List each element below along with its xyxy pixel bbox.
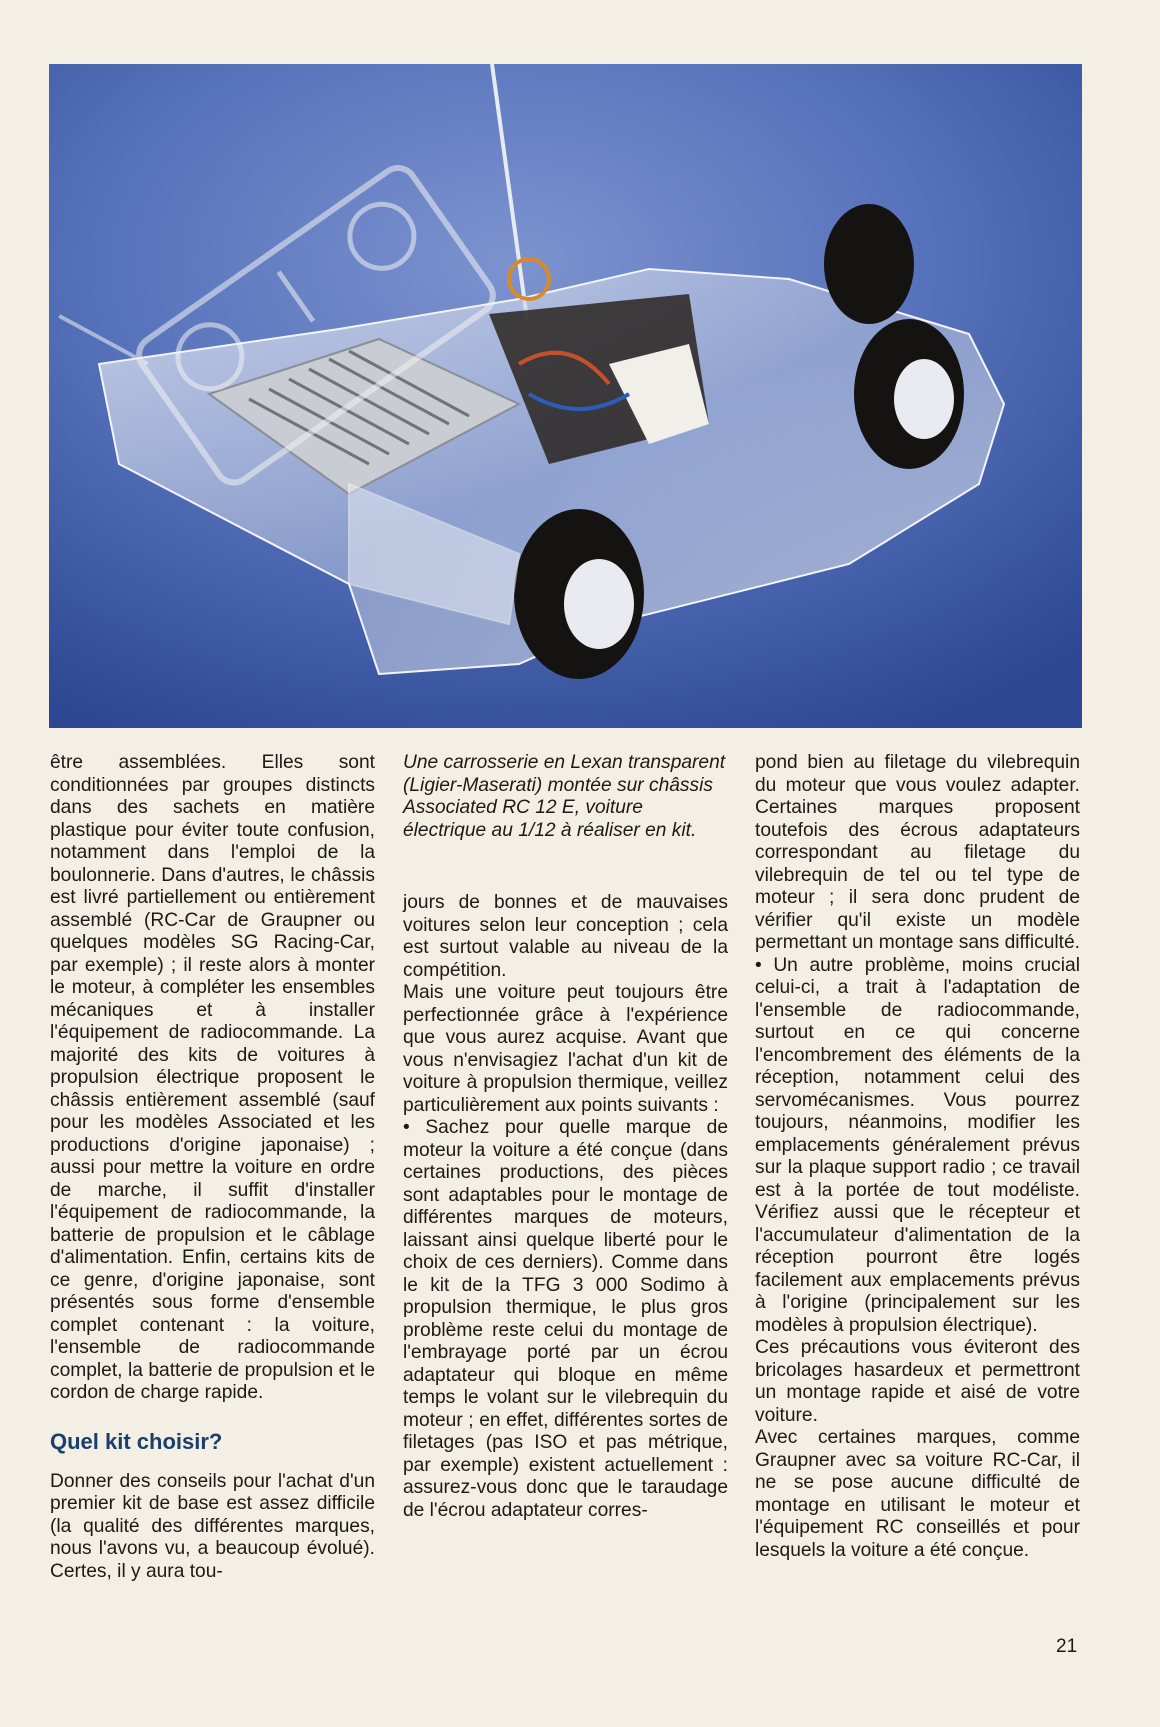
car-photo-illustration	[49, 64, 1082, 728]
col1-paragraph-1: être assemblées. Elles sont conditionnées par groupes distincts dans des sachets en matière plastique pour éviter toute confusion, notamment dans l'emploi de la boulonnerie. Dans d'autres, le châssis est livré partiellement ou entièrement assemblé (RC-Car de Graupner ou quelques modèles SG Racing-Car, par exemple) ; il reste alors à monter le moteur, à compléter les ensembles mécaniques et à installer l'équipement de radiocommande. La majorité des kits de voitures à propulsion électrique proposent le châssis entièrement assemblé (sauf pour les modèles Associated et les productions d'origine japonaise) ; aussi pour mettre la voiture en ordre de marche, il suffit d'installer l'équipement de radiocommande, la batterie de propulsion et le câblage d'alimentation. Enfin, certains kits de ce genre, d'origine japonaise, sont présentés sous forme d'ensemble complet contenant : la voiture, l'ensemble de radiocommande complet, la batterie de propulsion et le cordon de charge rapide.	[50, 752, 375, 1403]
col3-paragraph-1: pond bien au filetage du vilebrequin du moteur que vous voulez adapter. Certaines marques proposent toutefois des écrous adaptateurs correspondant au filetage du vilebrequin de tel ou tel type de moteur ; il sera donc prudent de vérifier qu'il existe un modèle permettant un montage sans difficulté.	[755, 752, 1080, 953]
col2-bullet-1: • Sachez pour quelle marque de moteur la voiture a été conçue (dans certaines productions, des pièces sont adaptables pour le montage de différentes marques de moteurs, laissant ainsi quelque liberté pour le choix de ces derniers). Comme dans le kit de la TFG 3 000 Sodimo à propulsion thermique, le plus gros problème reste celui du montage de l'embrayage porté par un écrou adaptateur qui bloque en même temps le volant sur le vilebrequin du moteur ; en effet, différentes sortes de filetages (pas ISO et pas métrique, par exemple) existent actuellement : assurez-vous donc que le taraudage de l'écrou adaptateur corres-	[403, 1117, 728, 1522]
section-heading: Quel kit choisir?	[50, 1428, 223, 1454]
column-3	[755, 752, 1080, 1562]
page-number: 21	[1056, 1636, 1078, 1657]
col3-paragraph-4: Avec certaines marques, comme Graupner avec sa voiture RC-Car, il ne se pose aucune difficulté de montage en utilisant le moteur et l'équipement RC conseillés et pour lesquels la voiture a été conçue.	[755, 1427, 1080, 1561]
col3-bullet-2: • Un autre problème, moins crucial celui-ci, a trait à l'adaptation de l'ensemble de radiocommande, surtout en ce qui concerne l'encombrement des éléments de la réception, notamment celui des servomécanismes. Vous pourrez toujours, néanmoins, modifier les emplacements généralement prévus sur la plaque support radio ; ce travail est à la portée de tout modéliste. Vérifiez aussi que le récepteur et l'accumulateur d'alimentation de la réception pourront être logés facilement aux emplacements prévus à l'origine (principalement sur les modèles à propulsion électrique).	[755, 955, 1080, 1338]
car-photo	[49, 64, 1082, 728]
col2-paragraph-2: Mais une voiture peut toujours être perfectionnée grâce à l'expérience que vous aurez acquise. Avant que vous n'envisagiez l'achat d'un kit de voiture à propulsion thermique, veillez particulièrement aux points suivants :	[403, 982, 728, 1116]
column-2	[403, 752, 728, 1522]
photo-caption: Une carrosserie en Lexan transparent (Ligier-Maserati) montée sur châssis Associated RC 12 E, voiture électrique au 1/12 à réaliser en kit.	[403, 752, 726, 841]
col2-paragraph-1: jours de bonnes et de mauvaises voitures selon leur conception ; cela est surtout valable au niveau de la compétition.	[403, 892, 728, 981]
column-1	[50, 752, 375, 1583]
col3-paragraph-3: Ces précautions vous éviteront des bricolages hasardeux et permettront un montage rapide et aisé de votre voiture.	[755, 1337, 1080, 1426]
col1-paragraph-2: Donner des conseils pour l'achat d'un premier kit de base est assez difficile (la qualité des différentes marques, nous l'avons vu, a beaucoup évolué). Certes, il y aura tou-	[50, 1470, 375, 1582]
